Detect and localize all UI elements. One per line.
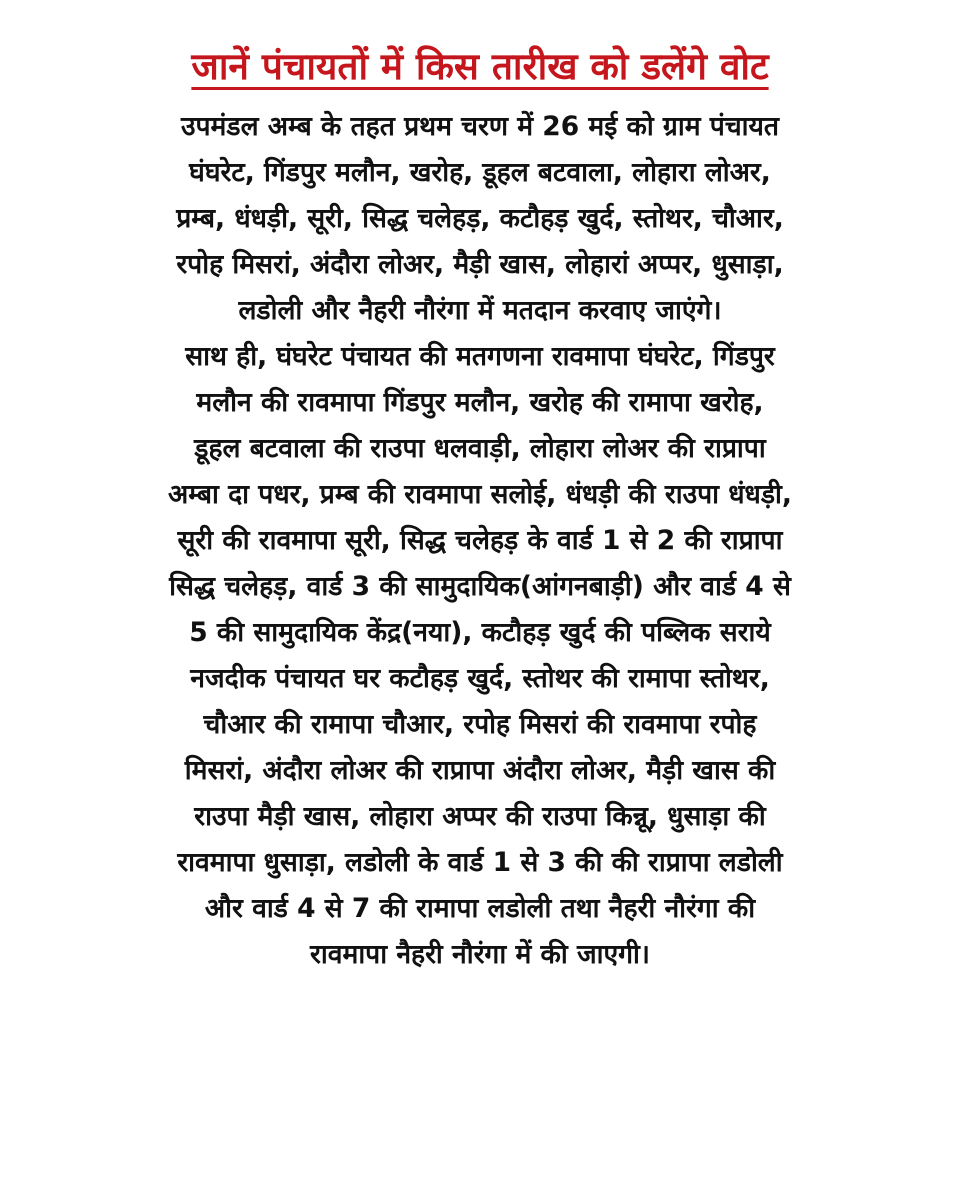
text-line: प्रम्ब, धंधड़ी, सूरी, सिद्ध चलेहड़, कटौहड़ खुर्द, स्तोथर, चौआर, [176,203,784,234]
text-line: 5 की सामुदायिक केंद्र(नया), कटौहड़ खुर्द की पब्लिक सराये [189,617,771,648]
text-line: और वार्ड 4 से 7 की रामापा लडोली तथा नैहरी नौरंगा की [204,893,756,924]
paragraph-2 [40,334,920,978]
text-line: मलौन की रावमापा गिंडपुर मलौन, खरोह की रामापा खरोह, [196,387,764,418]
text-line: रपोह मिसरां, अंदौरा लोअर, मैड़ी खास, लोहारां अप्पर, धुसाड़ा, [176,249,784,280]
text-line: सूरी की रावमापा सूरी, सिद्ध चलेहड़ के वार्ड 1 से 2 की राप्रापा [177,525,783,556]
text-line: डूहल बटवाला की राउपा धलवाड़ी, लोहारा लोअर की राप्रापा [194,433,766,464]
text-line: नजदीक पंचायत घर कटौहड़ खुर्द, स्तोथर की रामापा स्तोथर, [190,663,770,694]
headline: जानें पंचायतों में किस तारीख को डलेंगे वोट [191,45,769,88]
text-line: लडोली और नैहरी नौरंगा में मतदान करवाए जाएंगे। [238,295,722,326]
text-line: रावमापा धुसाड़ा, लडोली के वार्ड 1 से 3 की की राप्रापा लडोली [177,847,783,878]
text-line: राउपा मैड़ी खास, लोहारा अप्पर की राउपा किन्नू, धुसाड़ा की [194,801,766,832]
text-line: उपमंडल अम्ब के तहत प्रथम चरण में 26 मई को ग्राम पंचायत [180,111,780,142]
text-line: रावमापा नैहरी नौरंगा में की जाएगी। [310,939,650,970]
text-line: अम्बा दा पधर, प्रम्ब की रावमापा सलोई, धंधड़ी की राउपा धंधड़ी, [168,479,792,510]
text-line: मिसरां, अंदौरा लोअर की राप्रापा अंदौरा लोअर, मैड़ी खास की [184,755,776,786]
text-line: सिद्ध चलेहड़, वार्ड 3 की सामुदायिक(आंगनबाड़ी) और वार्ड 4 से [169,571,791,602]
text-line: साथ ही, घंघरेट पंचायत की मतगणना रावमापा घंघरेट, गिंडपुर [185,341,775,372]
text-line: चौआर की रामापा चौआर, रपोह मिसरां की रावमापा रपोह [203,709,757,740]
text-line: घंघरेट, गिंडपुर मलौन, खरोह, डूहल बटवाला, लोहारा लोअर, [189,157,771,188]
paragraph-1 [40,104,920,334]
article-body [40,104,920,978]
